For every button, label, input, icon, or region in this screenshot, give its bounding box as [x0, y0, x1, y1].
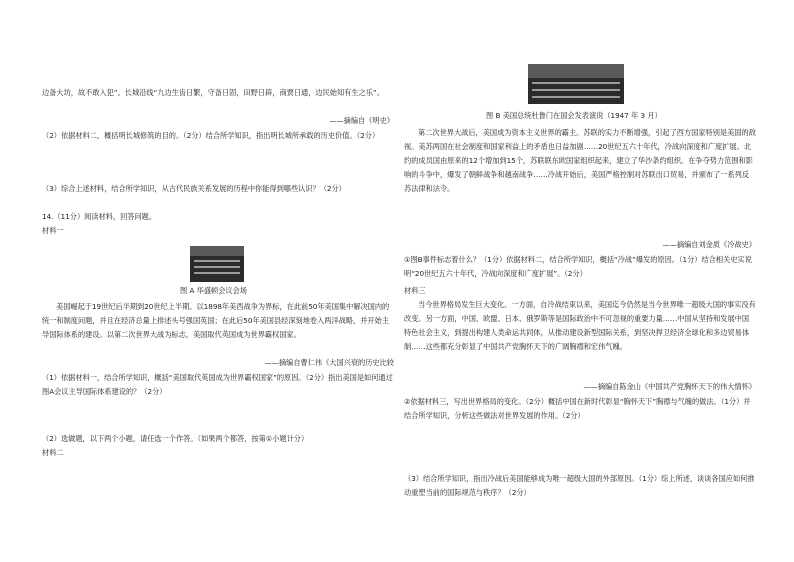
source-citation: ——摘编自曹仁伟《大国兴衰的历史比较	[264, 358, 394, 367]
question-2-elective: （2）选做题，以下两个小题，请任选一个作答。（如果两个都答，按第①小题计分）	[42, 434, 309, 443]
source-citation: ——摘编自刘金质《冷战史》	[662, 240, 756, 249]
question-1: （1）依据材料一，结合所学知识，概括“美国取代英国成为世界霸权国家”的原因。（2分）指出美国是如何通过图A会议主导国际体系建设的？（2分）	[42, 373, 393, 396]
figure-a-photo	[190, 246, 244, 282]
material-2-title: 材料二	[42, 448, 64, 457]
question-3-final: （3）结合所学知识，指出冷战后美国能够成为唯一超级大国的外部原因。（1分）综上所述，谈谈各国应如何推动重塑当前的国际规范与秩序？（2分）	[404, 474, 755, 497]
material-2-text: 第二次世界大战后，美国成为资本主义世界的霸主。苏联的实力不断增强，引起了西方国家特别是美国的敌视。美苏两国在社会制度和国家利益上的矛盾也日益加剧……20世纪五六十年代，冷战向深度和广度扩展。北约的成员国由原来的12个增加到15个，苏联联东欧国家组织起来，建立了华沙条约组织。在争夺势力范围和影响的斗争中，爆发了朝鲜战争和越南战争……冷战开始后，美国严格控制对苏联出口贸易，并颁布了一系列反苏法律和法令。	[404, 128, 756, 193]
material-3-text: 当今世界格局发生巨大变化。一方面，自冷战结束以来，美国迄今仍然是当今世界唯一超级大国的事实没有改变。另一方面，中国、欧盟、日本、俄罗斯等是国际政治中不可忽视的重要力量……中国从坚持和发展中国特色社会主义，到提出构建人类命运共同体，从推动建设新型国际关系，到坚决捍卫经济全球化和多边贸易体制……这些都充分彰显了中国共产党胸怀天下的广阔胸襟和宏伟气魄。	[404, 300, 756, 351]
question-m3: ②依据材料三，写出世界格局的变化。（2分）概括中国在新时代彰显“胸怀天下”胸襟与气魄的做法。（1分）并结合所学知识，分析这些做法对世界发展的作用。（2分）	[404, 397, 751, 420]
question-2: （2）依据材料二，概括明长城修筑的目的。（2分）结合所学知识，指出明长城所承载的历史价值。（2分）	[42, 131, 380, 140]
figure-b-photo	[528, 64, 624, 104]
source-citation: ——摘编自《明史》	[329, 116, 394, 125]
material-1-title: 材料一	[42, 226, 64, 235]
material-text: 边备大坊，故不敢入犯”。长城沿线“九边生齿日繁，守备日固，田野日辟，商贾日通，边民始知有生之乐”。	[42, 88, 384, 97]
figure-b-caption: 图 B 美国总统杜鲁门在国会发表演说（1947 年 3 月）	[486, 111, 662, 120]
material-1-text: 美国崛起于19世纪后半期到20世纪上半期。以1898年美西战争为界标，在此前50年美国集中解决国内的统一和制度问题，并且在经济总量上排述头号强国英国；在此后50年美国县经深刻地卷入两洋战略，并开始主导国际体系的建设。以第二次世界大战为标志，美国取代英国成为世界霸权国家。	[42, 302, 390, 339]
question-14-heading: 14.（11分）阅读材料，回答问题。	[42, 212, 157, 221]
figure-a-caption: 图 A 华盛顿会议会场	[180, 286, 247, 295]
question-m2: ①图B事件标志着什么？（1分）依据材料二，结合所学知识，概括“冷战”爆发的原因。（1分）结合相关史实说明“20世纪五六十年代，冷战向深度和广度扩展”。（2分）	[404, 255, 752, 278]
material-3-title: 材料三	[404, 286, 426, 295]
question-3: （3）综合上述材料，结合所学知识，从古代民族关系发展的历程中你能得到哪些认识？（2分）	[42, 184, 346, 193]
source-citation: ——摘编自陈金山《中国共产党胸怀天下的伟大情怀》	[583, 382, 756, 391]
